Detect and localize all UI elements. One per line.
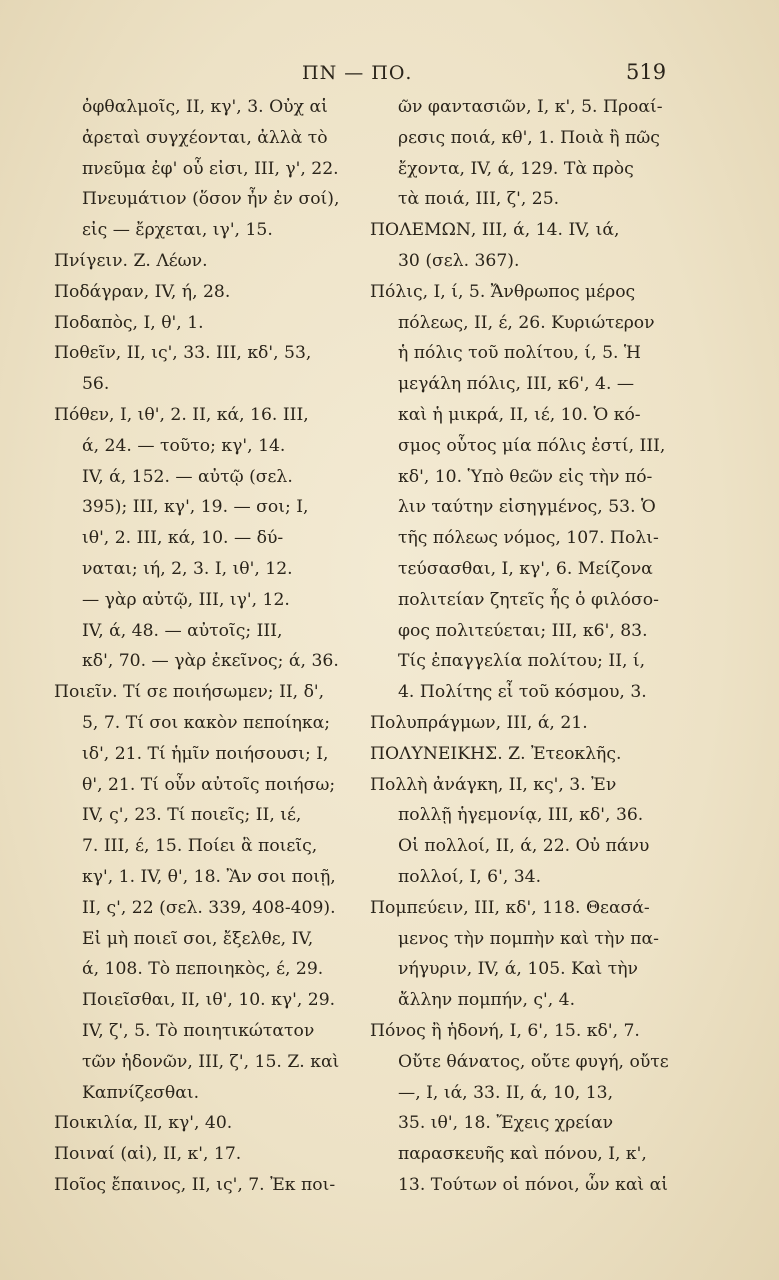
page-number: 519 [626, 60, 667, 84]
index-line: ἔχοντα, IV, ά, 129. Τὰ πρὸς [398, 158, 634, 179]
index-line: ά, 108. Τὸ πεποιηκὸς, έ, 29. [82, 959, 324, 980]
index-line: ιθ', 2. III, κά, 10. — δύ- [82, 528, 284, 549]
index-line: Πόνος ἢ ἡδονή, I, 6', 15. κδ', 7. [370, 1020, 640, 1041]
index-line: πολλῇ ἡγεμονίᾳ, III, κδ', 36. [398, 805, 644, 826]
index-line: Οὔτε θάνατος, οὔτε φυγή, οὔτε [398, 1051, 669, 1072]
index-line: Ποιεῖν. Τί σε ποιήσωμεν; II, δ', [54, 682, 325, 703]
index-line: Πολυπράγμων, III, ά, 21. [370, 712, 588, 733]
index-line: 4. Πολίτης εἶ τοῦ κόσμου, 3. [398, 682, 647, 703]
index-line: εἰς — ἔρχεται, ιγ', 15. [82, 220, 273, 241]
index-line: Ποιναί (αἱ), II, κ', 17. [54, 1144, 242, 1165]
index-line: ΠΟΛΥΝΕΙΚΗΣ. Ζ. Ἐτεοκλῆς. [370, 743, 622, 764]
running-header [0, 58, 779, 92]
index-line: τῶν ἡδονῶν, III, ζ', 15. Ζ. καὶ [82, 1051, 340, 1072]
index-line: Τίς ἐπαγγελία πολίτου; II, ί, [398, 651, 646, 672]
index-line: IV, ά, 48. — αὐτοῖς; III, [82, 620, 283, 641]
index-line: σμος οὗτος μία πόλις ἐστί, III, [398, 435, 666, 456]
index-line: ἀρεταὶ συγχέονται, ἀλλὰ τὸ [82, 127, 328, 148]
index-line: Καπνίζεσθαι. [82, 1082, 200, 1103]
index-line: Πνευμάτιον (ὅσον ἦν ἐν σοί), [82, 189, 340, 210]
index-line: Πόθεν, I, ιθ', 2. II, κά, 16. III, [54, 404, 309, 425]
index-line: πνεῦμα ἐφ' οὗ εἰσι, III, γ', 22. [82, 158, 339, 179]
index-line: κγ', 1. IV, θ', 18. Ἂν σοι ποιῇ, [82, 866, 336, 887]
index-line: πολλοί, I, 6', 34. [398, 866, 542, 887]
index-line: τῆς πόλεως νόμος, 107. Πολι- [398, 528, 659, 549]
index-line: ἄλλην πομπήν, ς', 4. [398, 990, 576, 1011]
index-line: IV, ά, 152. — αὐτῷ (σελ. [82, 466, 293, 487]
index-line: Ποιεῖσθαι, II, ιθ', 10. κγ', 29. [82, 990, 336, 1011]
index-line: Ποδάγραν, IV, ή, 28. [54, 281, 231, 302]
index-line: ά, 24. — τοῦτο; κγ', 14. [82, 435, 286, 456]
index-line: πόλεως, II, έ, 26. Κυριώτερον [398, 312, 655, 333]
index-line: 30 (σελ. 367). [398, 250, 520, 271]
index-line: λιν ταύτην εἰσηγμένος, 53. Ὁ [398, 497, 656, 518]
index-line: μενος τὴν πομπὴν καὶ τὴν πα- [398, 928, 659, 949]
left-column [54, 92, 354, 1201]
index-line: μεγάλη πόλις, III, κ6', 4. — [398, 374, 635, 395]
index-line: IV, ς', 23. Τί ποιεῖς; II, ιέ, [82, 805, 302, 826]
index-line: 395); III, κγ', 19. — σοι; I, [82, 497, 309, 518]
index-line: 7. III, έ, 15. Ποίει ἃ ποιεῖς, [82, 836, 318, 857]
index-line: Εἰ μὴ ποιεῖ σοι, ἔξελθε, IV, [82, 928, 314, 949]
index-line: ιδ', 21. Τί ἡμῖν ποιήσουσι; I, [82, 743, 329, 764]
index-line: φος πολιτεύεται; III, κ6', 83. [398, 620, 648, 641]
index-line: IV, ζ', 5. Τὸ ποιητικώτατον [82, 1020, 315, 1041]
index-line: νήγυριν, IV, ά, 105. Καὶ τὴν [398, 959, 638, 980]
index-line: κδ', 70. — γὰρ ἐκεῖνος; ά, 36. [82, 651, 339, 672]
index-line: ρεσις ποιά, κθ', 1. Ποιὰ ἢ πῶς [398, 127, 660, 148]
index-line: Πόλις, I, ί, 5. Ἄνθρωπος μέρος [370, 281, 636, 302]
index-line: τεύσασθαι, I, κγ', 6. Μείζονα [398, 558, 653, 579]
index-line: II, ς', 22 (σελ. 339, 408-409). [82, 897, 336, 918]
index-line: 56. [82, 374, 110, 395]
running-title: ΠΝ — ΠΟ. [302, 62, 413, 84]
index-line: τὰ ποιά, III, ζ', 25. [398, 189, 560, 210]
index-line: ΠΟΛΕΜΩΝ, III, ά, 14. IV, ιά, [370, 220, 620, 241]
index-line: 35. ιθ', 18. Ἔχεις χρείαν [398, 1113, 614, 1134]
index-line: καὶ ἡ μικρά, II, ιέ, 10. Ὁ κό- [398, 404, 641, 425]
index-line: Ποικιλία, II, κγ', 40. [54, 1113, 233, 1134]
index-line: πολιτείαν ζητεῖς ἧς ὁ φιλόσο- [398, 589, 659, 610]
index-line: — γὰρ αὐτῷ, III, ιγ', 12. [82, 589, 290, 610]
index-line: Πνίγειν. Ζ. Λέων. [54, 250, 208, 271]
index-line: ὀφθαλμοῖς, II, κγ', 3. Οὐχ αἱ [82, 97, 328, 117]
index-line: θ', 21. Τί οὖν αὐτοῖς ποιήσω; [82, 774, 336, 795]
index-line: παρασκευῆς καὶ πόνου, I, κ', [398, 1144, 647, 1165]
index-line: ἡ πόλις τοῦ πολίτου, ί, 5. Ἡ [398, 343, 641, 364]
right-column [370, 92, 670, 1201]
index-line: Πομπεύειν, III, κδ', 118. Θεασά- [370, 897, 650, 918]
index-line: ναται; ιή, 2, 3. I, ιθ', 12. [82, 558, 293, 579]
index-line: Πολλὴ ἀνάγκη, II, κς', 3. Ἐν [370, 774, 617, 795]
index-line: Ποθεῖν, II, ις', 33. III, κδ', 53, [54, 343, 312, 364]
index-line: 5, 7. Τί σοι κακὸν πεποίηκα; [82, 712, 331, 733]
index-line: 13. Τούτων οἱ πόνοι, ὧν καὶ αἱ [398, 1174, 668, 1195]
index-line: Οἱ πολλοί, II, ά, 22. Οὐ πάνυ [398, 836, 650, 857]
index-line: Ποδαπὸς, I, θ', 1. [54, 312, 204, 333]
index-line: —, I, ιά, 33. II, ά, 10, 13, [398, 1082, 614, 1103]
index-line: Ποῖος ἔπαινος, II, ις', 7. Ἐκ ποι- [54, 1174, 336, 1195]
index-line: κδ', 10. Ὑπὸ θεῶν εἰς τὴν πό- [398, 466, 653, 487]
index-line: ῶν φαντασιῶν, I, κ', 5. Προαί- [398, 97, 663, 117]
